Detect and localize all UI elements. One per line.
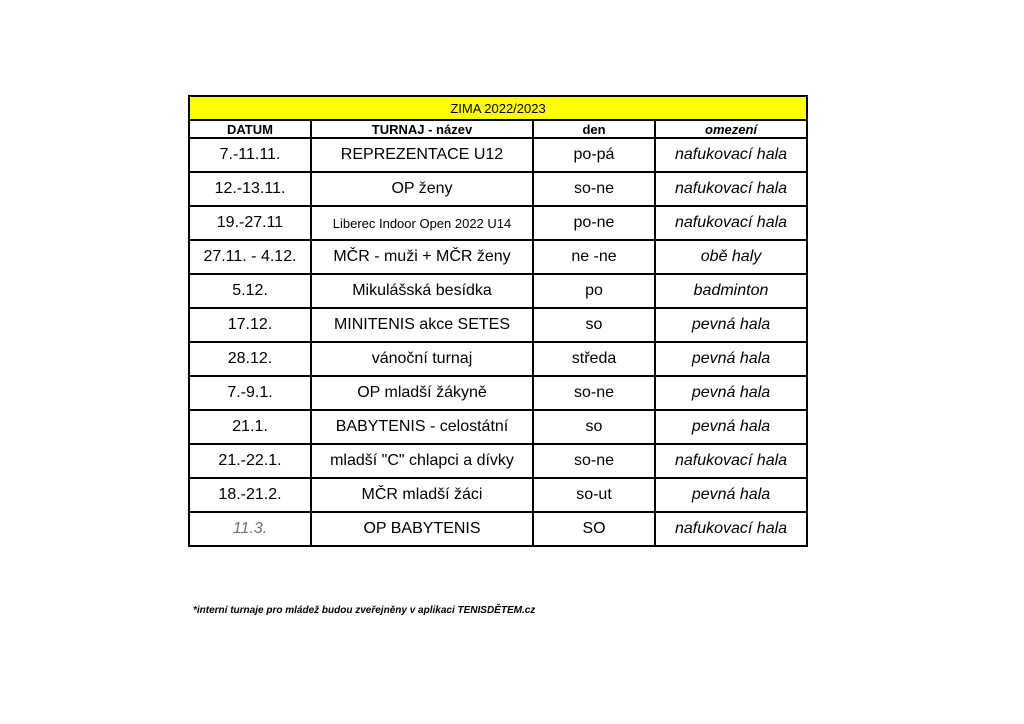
table-row (189, 410, 807, 444)
header-restriction: omezení (655, 120, 807, 138)
table-row (189, 512, 807, 546)
row-name: mladší "C" chlapci a dívky (311, 444, 533, 478)
header-day: den (533, 120, 655, 138)
table-row (189, 138, 807, 172)
row-date: 7.-9.1. (189, 376, 311, 410)
row-day: so (533, 410, 655, 444)
row-date: 12.-13.11. (189, 172, 311, 206)
row-restriction: pevná hala (655, 308, 807, 342)
table-row (189, 342, 807, 376)
row-day: so (533, 308, 655, 342)
table-row (189, 308, 807, 342)
row-day: ne -ne (533, 240, 655, 274)
row-restriction: nafukovací hala (655, 172, 807, 206)
row-day: po-ne (533, 206, 655, 240)
row-name: OP mladší žákyně (311, 376, 533, 410)
table-row (189, 274, 807, 308)
table-row (189, 478, 807, 512)
row-date: 7.-11.11. (189, 138, 311, 172)
row-date: 19.-27.11 (189, 206, 311, 240)
row-date: 5.12. (189, 274, 311, 308)
table-title-row (189, 96, 807, 120)
row-restriction: obě haly (655, 240, 807, 274)
row-restriction: pevná hala (655, 478, 807, 512)
row-restriction: nafukovací hala (655, 206, 807, 240)
table-header-row (189, 120, 807, 138)
row-name: REPREZENTACE U12 (311, 138, 533, 172)
row-name: Mikulášská besídka (311, 274, 533, 308)
row-restriction: pevná hala (655, 342, 807, 376)
table-row (189, 376, 807, 410)
tournament-schedule-table (188, 95, 808, 547)
row-restriction: pevná hala (655, 410, 807, 444)
row-date: 21.1. (189, 410, 311, 444)
header-date: DATUM (189, 120, 311, 138)
row-restriction: nafukovací hala (655, 138, 807, 172)
row-day: po-pá (533, 138, 655, 172)
header-name: TURNAJ - název (311, 120, 533, 138)
row-name: MINITENIS akce SETES (311, 308, 533, 342)
row-restriction: nafukovací hala (655, 444, 807, 478)
row-name: MČR - muži + MČR ženy (311, 240, 533, 274)
row-name: BABYTENIS - celostátní (311, 410, 533, 444)
row-name: OP ženy (311, 172, 533, 206)
row-day: středa (533, 342, 655, 376)
row-date: 21.-22.1. (189, 444, 311, 478)
row-date: 28.12. (189, 342, 311, 376)
row-name: vánoční turnaj (311, 342, 533, 376)
row-day: po (533, 274, 655, 308)
row-restriction: pevná hala (655, 376, 807, 410)
row-name: MČR mladší žáci (311, 478, 533, 512)
row-day: so-ne (533, 444, 655, 478)
row-name: Liberec Indoor Open 2022 U14 (311, 206, 533, 240)
row-restriction: badminton (655, 274, 807, 308)
table-title: ZIMA 2022/2023 (189, 96, 807, 120)
table-row (189, 172, 807, 206)
row-restriction: nafukovací hala (655, 512, 807, 546)
row-date: 17.12. (189, 308, 311, 342)
table-row (189, 240, 807, 274)
row-day: so-ne (533, 376, 655, 410)
row-date: 27.11. - 4.12. (189, 240, 311, 274)
row-name: OP BABYTENIS (311, 512, 533, 546)
row-date: 11.3. (189, 512, 311, 546)
row-day: SO (533, 512, 655, 546)
footnote: *interní turnaje pro mládež budou zveřejněny v aplikaci TENISDĚTEM.cz (193, 605, 536, 616)
row-day: so-ne (533, 172, 655, 206)
row-day: so-ut (533, 478, 655, 512)
table-row (189, 206, 807, 240)
table-row (189, 444, 807, 478)
row-date: 18.-21.2. (189, 478, 311, 512)
